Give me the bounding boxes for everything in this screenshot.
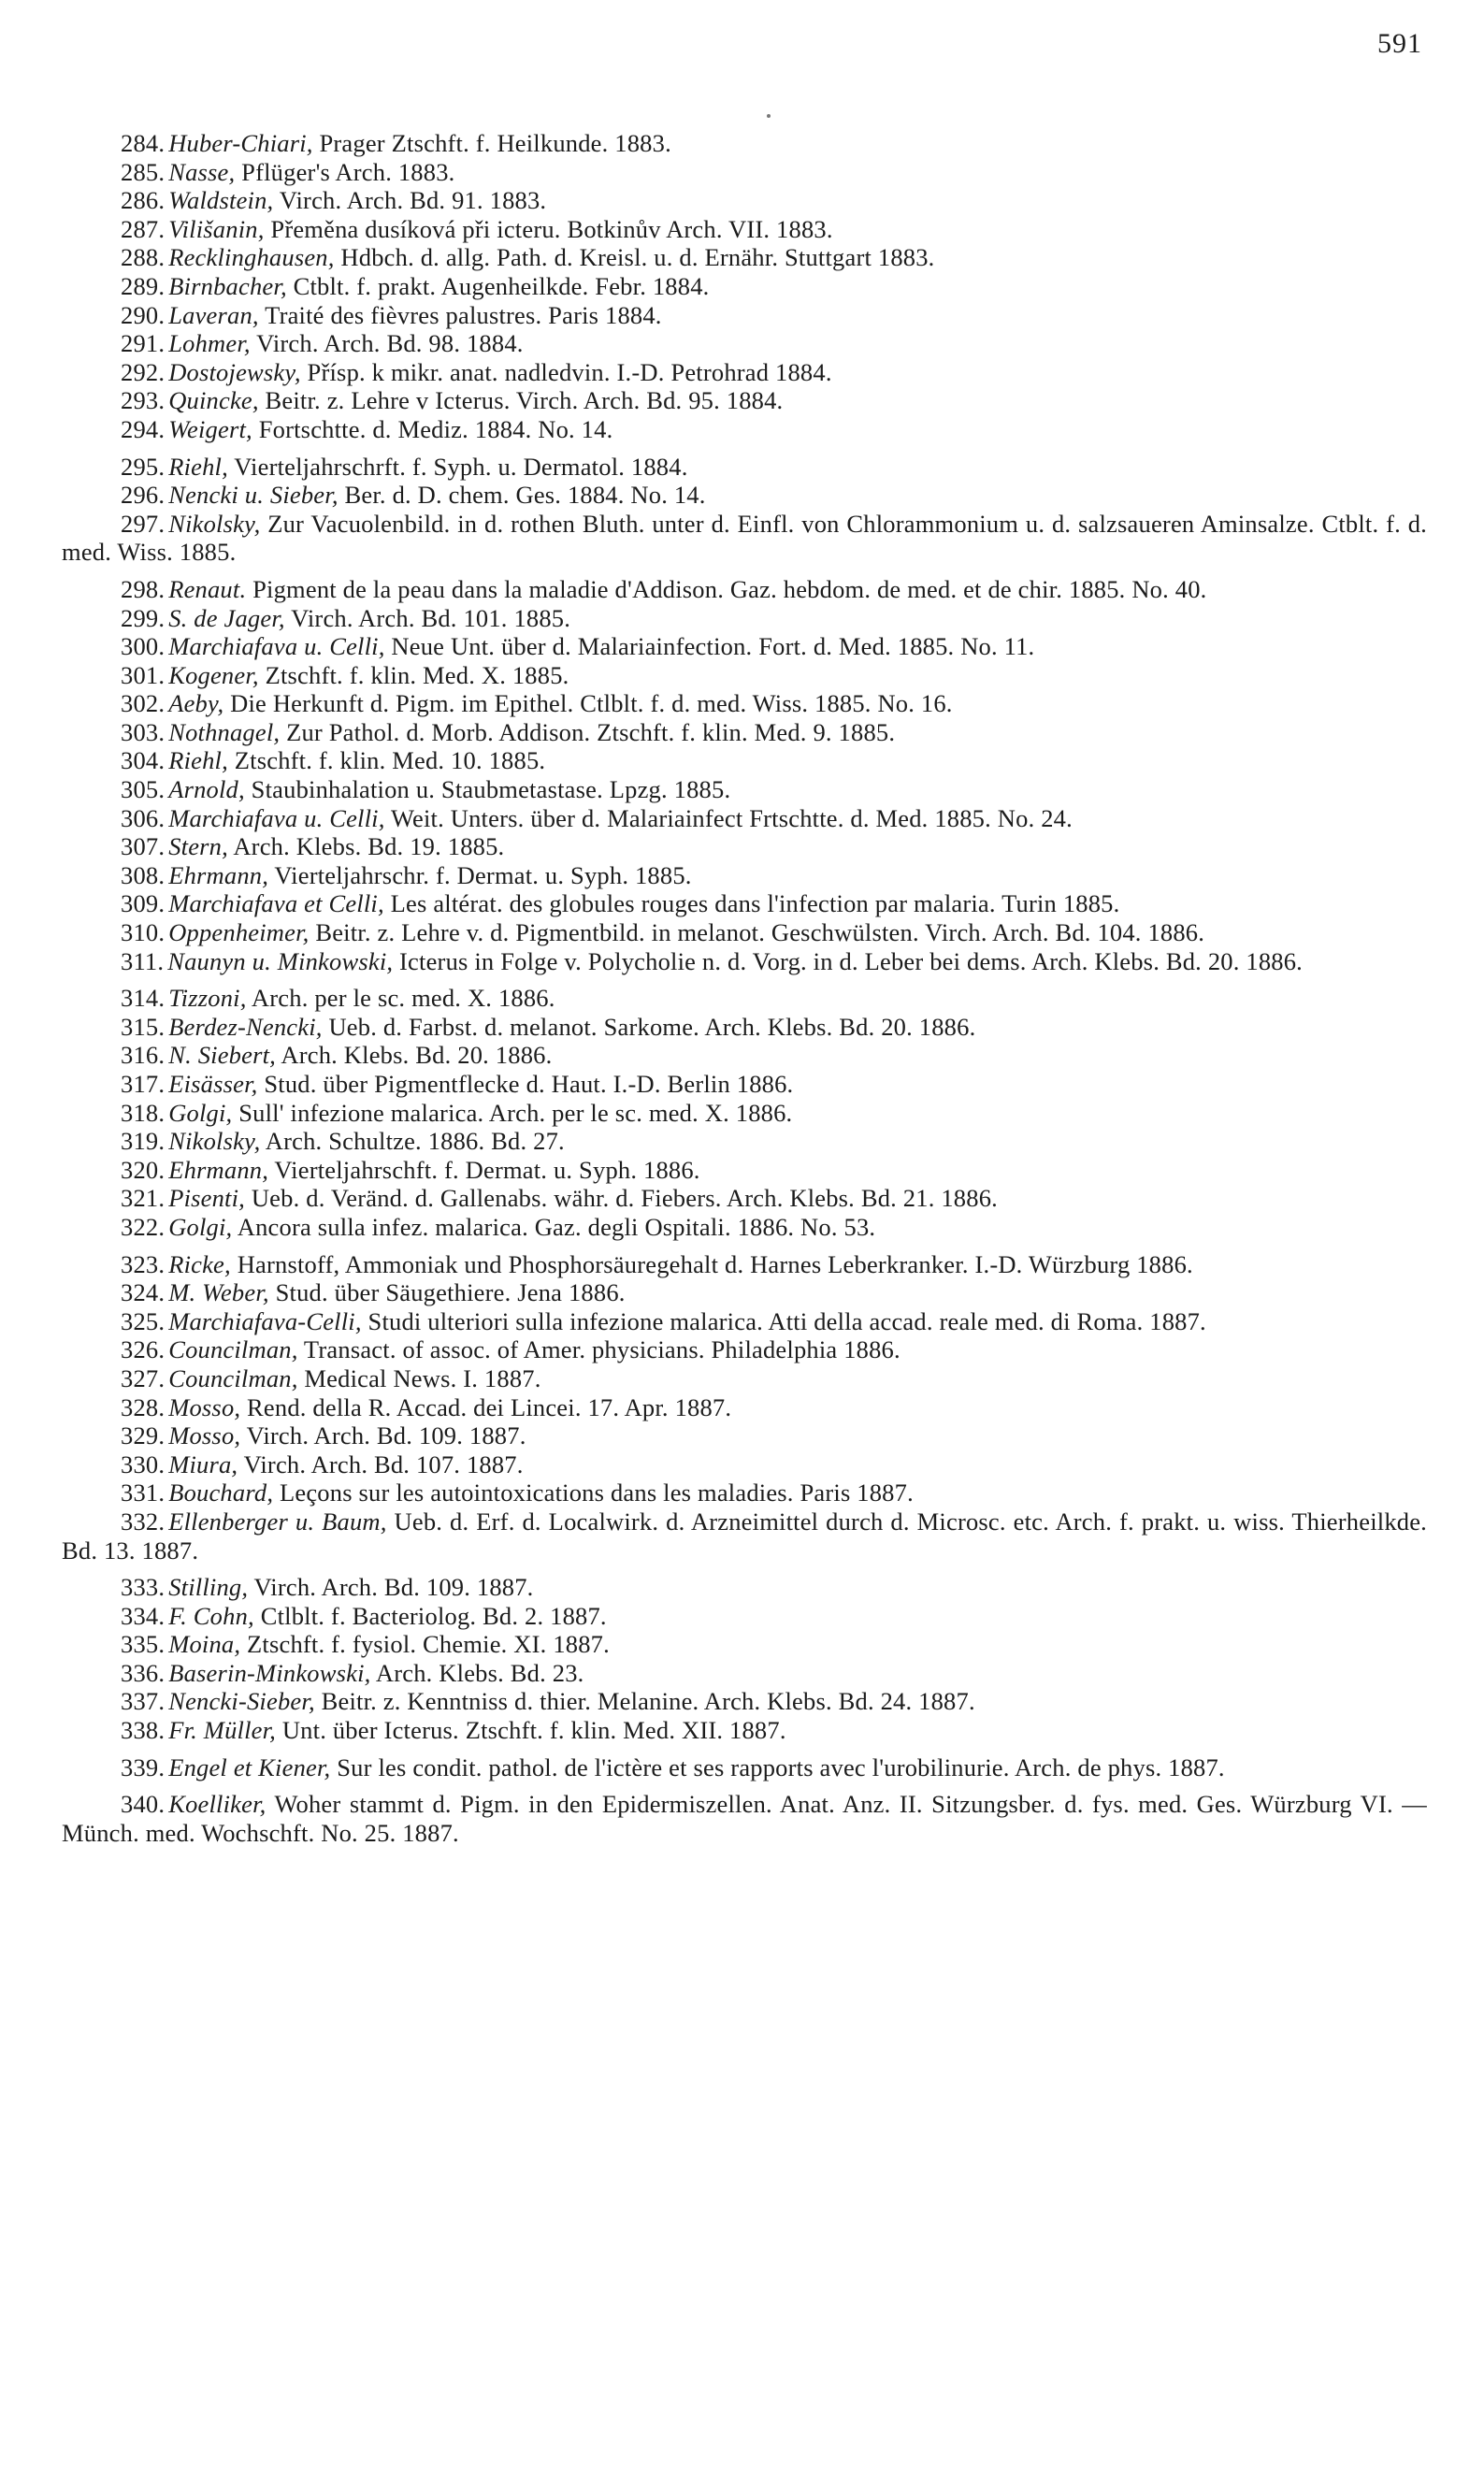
- reference-entry: [62, 1478, 1427, 1507]
- reference-number: 288.: [121, 243, 166, 272]
- reference-number: 315.: [121, 1012, 166, 1041]
- reference-text: Woher stammt d. Pigm. in den Epidermiszellen. Anat. Anz. II. Sitzungsber. d. fys. med. Ges. Würzburg VI. — Münch. med. Wochschft. No. 25. 1887.: [62, 1790, 1427, 1847]
- reference-number: 327.: [121, 1363, 166, 1392]
- reference-text: Icterus in Folge v. Polycholie n. d. Vorg. in d. Leber bei dems. Arch. Klebs. Bd. 20. 1886.: [399, 946, 1303, 975]
- reference-author: Miura,: [168, 1449, 238, 1478]
- reference-number: 336.: [121, 1658, 166, 1687]
- reference-number: 319.: [121, 1127, 166, 1156]
- reference-text: Pigment de la peau dans la maladie d'Addison. Gaz. hebdom. de med. et de chir. 1885. No. 40.: [252, 574, 1207, 603]
- reference-author: Quincke,: [168, 386, 259, 415]
- reference-author: Nencki-Sieber,: [168, 1687, 315, 1716]
- reference-entry: [62, 386, 1427, 415]
- reference-text: Ctlblt. f. Bacteriolog. Bd. 2. 1887.: [260, 1601, 607, 1630]
- reference-entry: [62, 661, 1427, 690]
- reference-text: Staubinhalation u. Staubmetastase. Lpzg. 1885.: [251, 775, 731, 804]
- reference-text: Beitr. z. Kenntniss d. thier. Melanine. Arch. Klebs. Bd. 24. 1887.: [321, 1687, 975, 1716]
- reference-text: Stud. über Pigmentflecke d. Haut. I.-D. Berlin 1886.: [264, 1070, 794, 1098]
- reference-number: 320.: [121, 1155, 166, 1184]
- reference-text: Ueb. d. Erf. d. Localwirk. d. Arzneimittel durch d. Microsc. etc. Arch. f. prakt. u. wiss. Thierheilkde. Bd. 13. 1887.: [62, 1507, 1428, 1565]
- reference-entry: [62, 861, 1427, 890]
- reference-entry: [62, 746, 1427, 775]
- reference-text: Traité des fièvres palustres. Paris 1884.: [265, 300, 662, 329]
- reference-author: Ellenberger u. Baum,: [168, 1507, 387, 1536]
- reference-author: Kogener,: [168, 660, 259, 689]
- reference-author: Recklinghausen,: [168, 243, 335, 272]
- reference-entry: [62, 575, 1427, 604]
- reference-entry: [62, 775, 1427, 804]
- reference-entry: [62, 158, 1427, 187]
- reference-text: Ztschft. f. klin. Med. 10. 1885.: [234, 746, 546, 775]
- reference-text: Unt. über Icterus. Ztschft. f. klin. Med. XII. 1887.: [281, 1716, 786, 1745]
- reference-number: 291.: [121, 329, 166, 358]
- reference-text: Virch. Arch. Bd. 109. 1887.: [246, 1421, 526, 1450]
- reference-author: Mosso,: [168, 1392, 241, 1421]
- reference-author: Councilman,: [168, 1335, 298, 1364]
- reference-number: 311.: [121, 946, 165, 975]
- reference-author: Koelliker,: [168, 1790, 267, 1819]
- reference-author: Fr. Müller,: [168, 1716, 277, 1745]
- reference-text: Arch. Schultze. 1886. Bd. 27.: [265, 1127, 565, 1156]
- reference-author: Mosso,: [168, 1421, 241, 1450]
- reference-number: 340.: [121, 1790, 166, 1819]
- reference-number: 295.: [121, 452, 166, 481]
- reference-author: Ehrmann,: [168, 1155, 269, 1184]
- reference-number: 306.: [121, 803, 166, 832]
- reference-text: Studi ulteriori sulla infezione malarica. Atti della accad. reale med. di Roma. 1887.: [367, 1306, 1206, 1335]
- reference-entry: [62, 1013, 1427, 1042]
- reference-text: Přísp. k mikr. anat. nadledvin. I.-D. Petrohrad 1884.: [307, 357, 832, 386]
- reference-text: Arch. Klebs. Bd. 19. 1885.: [233, 832, 505, 861]
- reference-author: Stilling,: [168, 1573, 249, 1602]
- reference-number: 284.: [121, 129, 166, 157]
- reference-entry: [62, 632, 1427, 661]
- reference-number: 307.: [121, 832, 166, 861]
- reference-author: Marchiafava u. Celli,: [168, 803, 385, 832]
- reference-entry: [62, 272, 1427, 301]
- reference-text: Transact. of assoc. of Amer. physicians. Philadelphia 1886.: [303, 1335, 900, 1364]
- reference-author: Baserin-Minkowski,: [168, 1658, 371, 1687]
- reference-text: Les altérat. des globules rouges dans l'infection par malaria. Turin 1885.: [390, 889, 1120, 918]
- reference-text: Ueb. d. Farbst. d. melanot. Sarkome. Arch. Klebs. Bd. 20. 1886.: [328, 1012, 976, 1041]
- reference-author: Marchiafava et Celli,: [168, 889, 384, 918]
- reference-entry: [62, 1630, 1427, 1659]
- reference-author: Golgi,: [168, 1212, 233, 1241]
- page-number: 591: [1377, 28, 1422, 59]
- reference-list: [62, 129, 1427, 1847]
- reference-number: 296.: [121, 481, 166, 510]
- reference-entry: [62, 889, 1427, 918]
- reference-entry: [62, 918, 1427, 947]
- reference-text: Weit. Unters. über d. Malariainfect Frtschtte. d. Med. 1885. No. 24.: [390, 803, 1073, 832]
- reference-number: 286.: [121, 186, 166, 215]
- reference-author: Bouchard,: [168, 1478, 274, 1507]
- reference-author: Nasse,: [168, 157, 236, 186]
- reference-author: Naunyn u. Minkowski,: [167, 946, 394, 975]
- reference-text: Die Herkunft d. Pigm. im Epithel. Ctlblt. f. d. med. Wiss. 1885. No. 16.: [230, 689, 953, 718]
- reference-text: Fortschtte. d. Mediz. 1884. No. 14.: [258, 414, 613, 443]
- reference-number: 309.: [121, 889, 166, 918]
- reference-text: Prager Ztschft. f. Heilkunde. 1883.: [319, 129, 671, 157]
- reference-author: Waldstein,: [168, 186, 274, 215]
- reference-number: 302.: [121, 689, 166, 718]
- reference-text: Stud. über Säugethiere. Jena 1886.: [275, 1278, 626, 1307]
- reference-author: F. Cohn,: [168, 1601, 254, 1630]
- reference-number: 318.: [121, 1098, 166, 1127]
- reference-entry: [62, 1184, 1427, 1213]
- reference-entry: [62, 1421, 1427, 1450]
- reference-entry: [62, 510, 1427, 567]
- reference-text: Vierteljahrschr. f. Dermat. u. Syph. 1885.: [274, 860, 692, 889]
- reference-text: Přeměna dusíková při icteru. Botkinův Arch. VII. 1883.: [270, 214, 833, 243]
- reference-author: Councilman,: [168, 1363, 298, 1392]
- reference-number: 294.: [121, 414, 166, 443]
- reference-number: 335.: [121, 1630, 166, 1659]
- reference-text: Ueb. d. Veränd. d. Gallenabs. währ. d. Fiebers. Arch. Klebs. Bd. 21. 1886.: [251, 1184, 998, 1213]
- reference-text: Pflüger's Arch. 1883.: [241, 157, 455, 186]
- reference-author: Huber-Chiari,: [168, 129, 313, 157]
- reference-number: 303.: [121, 717, 166, 746]
- reference-entry: [62, 1250, 1427, 1279]
- reference-number: 331.: [121, 1478, 166, 1507]
- reference-author: S. de Jager,: [168, 603, 285, 632]
- reference-text: Arch. Klebs. Bd. 20. 1886.: [281, 1041, 553, 1070]
- reference-entry: [62, 129, 1427, 158]
- reference-entry: [62, 301, 1427, 330]
- reference-number: 305.: [121, 775, 166, 804]
- reference-text: Virch. Arch. Bd. 91. 1883.: [279, 186, 547, 215]
- reference-text: Ztschft. f. fysiol. Chemie. XI. 1887.: [247, 1630, 610, 1659]
- reference-text: Sur les condit. pathol. de l'ictère et ses rapports avec l'urobilinurie. Arch. de phys. 1887.: [337, 1752, 1225, 1781]
- reference-entry: [62, 1307, 1427, 1336]
- reference-entry: [62, 358, 1427, 387]
- reference-entry: [62, 1127, 1427, 1156]
- reference-author: Nikolsky,: [168, 509, 261, 538]
- reference-entry: [62, 689, 1427, 718]
- reference-entry: [62, 1602, 1427, 1631]
- reference-number: 310.: [121, 918, 166, 947]
- reference-entry: [62, 832, 1427, 861]
- reference-entry: [62, 186, 1427, 215]
- reference-text: Zur Pathol. d. Morb. Addison. Ztschft. f. klin. Med. 9. 1885.: [286, 717, 896, 746]
- reference-number: 322.: [121, 1212, 166, 1241]
- reference-author: Marchiafava u. Celli,: [168, 632, 385, 661]
- reference-entry: [62, 453, 1427, 482]
- reference-text: Virch. Arch. Bd. 107. 1887.: [243, 1449, 524, 1478]
- reference-text: Ctblt. f. prakt. Augenheilkde. Febr. 1884.: [293, 271, 710, 300]
- reference-entry: [62, 215, 1427, 244]
- reference-entry: [62, 1156, 1427, 1185]
- reference-text: Vierteljahrschft. f. Dermat. u. Syph. 1886.: [274, 1155, 700, 1184]
- reference-author: Nencki u. Sieber,: [168, 481, 339, 510]
- reference-entry: [62, 718, 1427, 747]
- reference-text: Sull' infezione malarica. Arch. per le sc. med. X. 1886.: [238, 1098, 793, 1127]
- reference-text: Arch. per le sc. med. X. 1886.: [251, 984, 555, 1013]
- reference-author: Laveran,: [168, 300, 259, 329]
- reference-entry: [62, 243, 1427, 272]
- reference-text: Arch. Klebs. Bd. 23.: [375, 1658, 584, 1687]
- reference-number: 324.: [121, 1278, 166, 1307]
- reference-number: 304.: [121, 746, 166, 775]
- reference-number: 326.: [121, 1335, 166, 1364]
- reference-author: Birnbacher,: [168, 271, 287, 300]
- reference-number: 293.: [121, 386, 166, 415]
- reference-author: Riehl,: [168, 452, 228, 481]
- reference-author: Nothnagel,: [168, 717, 281, 746]
- reference-author: Tizzoni,: [168, 984, 247, 1013]
- print-dot: [767, 114, 771, 118]
- reference-author: Ricke,: [168, 1249, 231, 1278]
- reference-entry: [62, 1364, 1427, 1393]
- reference-number: 321.: [121, 1184, 166, 1213]
- reference-text: Hdbch. d. allg. Path. d. Kreisl. u. d. Ernähr. Stuttgart 1883.: [340, 243, 935, 272]
- reference-entry: [62, 1393, 1427, 1422]
- reference-entry: [62, 1278, 1427, 1307]
- reference-text: Harnstoff, Ammoniak und Phosphorsäuregehalt d. Harnes Leberkranker. I.-D. Würzburg 1886.: [237, 1249, 1193, 1278]
- reference-text: Virch. Arch. Bd. 101. 1885.: [291, 603, 571, 632]
- reference-author: Arnold,: [168, 775, 245, 804]
- reference-entry: [62, 1450, 1427, 1479]
- reference-entry: [62, 1070, 1427, 1099]
- reference-entry: [62, 947, 1427, 976]
- reference-entry: [62, 1753, 1427, 1782]
- reference-entry: [62, 1687, 1427, 1716]
- reference-author: Moina,: [168, 1630, 241, 1659]
- reference-text: Medical News. I. 1887.: [304, 1363, 541, 1392]
- reference-entry: [62, 984, 1427, 1013]
- reference-entry: [62, 1790, 1427, 1847]
- reference-number: 323.: [121, 1249, 166, 1278]
- reference-number: 314.: [121, 984, 166, 1013]
- reference-author: Vilišanin,: [168, 214, 265, 243]
- reference-author: Pisenti,: [168, 1184, 246, 1213]
- reference-text: Ancora sulla infez. malarica. Gaz. degli Ospitali. 1886. No. 53.: [237, 1212, 876, 1241]
- reference-number: 333.: [121, 1573, 166, 1602]
- reference-entry: [62, 1716, 1427, 1745]
- reference-text: Neue Unt. über d. Malariainfection. Fort. d. Med. 1885. No. 11.: [391, 632, 1035, 661]
- reference-author: Golgi,: [168, 1098, 233, 1127]
- reference-author: Engel et Kiener,: [168, 1752, 331, 1781]
- reference-number: 330.: [121, 1449, 166, 1478]
- reference-number: 316.: [121, 1041, 166, 1070]
- reference-number: 329.: [121, 1421, 166, 1450]
- reference-entry: [62, 415, 1427, 444]
- reference-text: Beitr. z. Lehre v Icterus. Virch. Arch. Bd. 95. 1884.: [265, 386, 784, 415]
- reference-number: 337.: [121, 1687, 166, 1716]
- reference-entry: [62, 1213, 1427, 1242]
- reference-text: Virch. Arch. Bd. 98. 1884.: [256, 329, 524, 358]
- reference-number: 339.: [121, 1752, 166, 1781]
- reference-text: Beitr. z. Lehre v. d. Pigmentbild. in melanot. Geschwülsten. Virch. Arch. Bd. 104. 1886.: [315, 918, 1205, 947]
- reference-number: 332.: [121, 1507, 166, 1536]
- reference-author: Riehl,: [168, 746, 228, 775]
- reference-entry: [62, 804, 1427, 833]
- reference-entry: [62, 329, 1427, 358]
- reference-number: 287.: [121, 214, 166, 243]
- reference-number: 301.: [121, 660, 166, 689]
- reference-author: Dostojewsky,: [168, 357, 301, 386]
- reference-text: Vierteljahrschrft. f. Syph. u. Dermatol. 1884.: [234, 452, 688, 481]
- reference-author: N. Siebert,: [168, 1041, 276, 1070]
- reference-number: 290.: [121, 300, 166, 329]
- reference-text: Zur Vacuolenbild. in d. rothen Bluth. unter d. Einfl. von Chlorammonium u. d. salzsaueren Aminsalze. Ctblt. f. d. med. Wiss. 1885.: [62, 509, 1427, 567]
- reference-number: 328.: [121, 1392, 166, 1421]
- reference-author: Renaut.: [168, 574, 247, 603]
- reference-entry: [62, 481, 1427, 510]
- reference-number: 285.: [121, 157, 166, 186]
- reference-author: Lohmer,: [168, 329, 251, 358]
- reference-author: Aeby,: [168, 689, 224, 718]
- reference-entry: [62, 1507, 1427, 1565]
- reference-text: Rend. della R. Accad. dei Lincei. 17. Apr. 1887.: [247, 1392, 732, 1421]
- reference-number: 325.: [121, 1306, 166, 1335]
- reference-number: 298.: [121, 574, 166, 603]
- reference-entry: [62, 1335, 1427, 1364]
- reference-text: Leçons sur les autointoxications dans les maladies. Paris 1887.: [279, 1478, 914, 1507]
- reference-entry: [62, 604, 1427, 633]
- reference-number: 300.: [121, 632, 166, 661]
- reference-entry: [62, 1659, 1427, 1688]
- reference-author: Nikolsky,: [168, 1127, 261, 1156]
- reference-text: Ber. d. D. chem. Ges. 1884. No. 14.: [344, 481, 706, 510]
- reference-number: 308.: [121, 860, 166, 889]
- reference-author: Marchiafava-Celli,: [168, 1306, 362, 1335]
- reference-number: 289.: [121, 271, 166, 300]
- reference-entry: [62, 1041, 1427, 1070]
- reference-text: Ztschft. f. klin. Med. X. 1885.: [265, 660, 569, 689]
- reference-number: 317.: [121, 1070, 166, 1098]
- reference-number: 338.: [121, 1716, 166, 1745]
- reference-author: Ehrmann,: [168, 860, 269, 889]
- reference-number: 292.: [121, 357, 166, 386]
- reference-author: Eisässer,: [168, 1070, 258, 1098]
- reference-author: Berdez-Nencki,: [168, 1012, 323, 1041]
- reference-number: 334.: [121, 1601, 166, 1630]
- reference-number: 297.: [121, 509, 166, 538]
- reference-author: M. Weber,: [168, 1278, 269, 1307]
- reference-author: Weigert,: [168, 414, 252, 443]
- reference-text: Virch. Arch. Bd. 109. 1887.: [253, 1573, 534, 1602]
- reference-entry: [62, 1573, 1427, 1602]
- reference-number: 299.: [121, 603, 166, 632]
- reference-author: Oppenheimer,: [168, 918, 310, 947]
- reference-author: Stern,: [168, 832, 228, 861]
- reference-entry: [62, 1099, 1427, 1128]
